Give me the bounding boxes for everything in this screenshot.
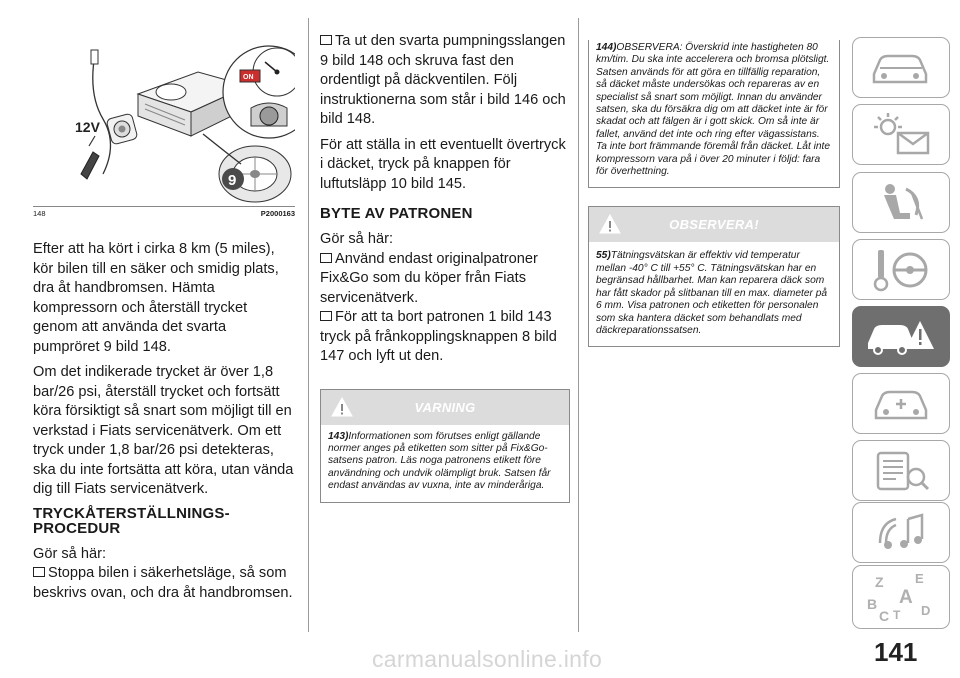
compressor-illustration bbox=[33, 24, 295, 206]
index-letter: Z bbox=[875, 574, 884, 590]
warning-triangle-icon bbox=[331, 397, 353, 417]
index-letter: C bbox=[879, 608, 890, 624]
section-heading bbox=[33, 506, 295, 536]
paragraph: Gör så här: bbox=[320, 231, 393, 247]
heading-line: PROCEDUR bbox=[33, 519, 121, 537]
observe-title: OBSERVERA! bbox=[669, 217, 759, 233]
warning-lights-icon bbox=[866, 111, 936, 159]
on-label: ON bbox=[243, 74, 254, 81]
multimedia-icon bbox=[866, 509, 936, 557]
index-letter: D bbox=[921, 603, 931, 618]
note-text bbox=[589, 40, 839, 187]
bullet-text: För att ta bort patronen 1 bild 143 tryck på frånkopplingsknappen 8 bild 147 och lyft ut den. bbox=[320, 309, 557, 364]
paragraph: För att ställa in ett eventuellt övertryck i däcket, tryck på knappen för luftutsläpp 10 bild 145. bbox=[320, 136, 566, 192]
note-number: 144) bbox=[596, 42, 617, 53]
tab-index[interactable] bbox=[852, 565, 950, 629]
note-box bbox=[588, 40, 840, 188]
checkbox-bullet-icon bbox=[320, 35, 332, 45]
checkbox-bullet-icon bbox=[33, 567, 45, 577]
bullet-item bbox=[33, 564, 295, 603]
observe-box bbox=[588, 206, 840, 347]
index-letter: B bbox=[867, 596, 878, 612]
paragraph: Om det indikerade trycket är över 1,8 bar/26 psi, återställ trycket och fortsätt köra försiktigt så snart som möjligt till en verkstad i Fiats servicenätverk. Om ett tryck under 1,8 bar/26 psi detekteras, ska du inte fortsätta att köra, utan vända dig till Fiats servicenätverk. bbox=[33, 364, 294, 497]
steering-key-icon bbox=[866, 246, 936, 294]
tab-maintenance[interactable] bbox=[852, 373, 950, 434]
pressure-gauge-icon bbox=[223, 46, 295, 138]
bullet-text: Använd endast originalpatroner Fix&Go som du köper från Fiats servicenätverk. bbox=[320, 250, 538, 306]
column-divider bbox=[308, 18, 309, 632]
index-letter: E bbox=[915, 571, 924, 586]
figure-148 bbox=[33, 24, 295, 218]
index-letter: T bbox=[893, 608, 901, 622]
warning-triangle-icon bbox=[599, 214, 621, 234]
note-text: OBSERVERA: Överskrid inte hastigheten 80 km/tim. Du ska inte accelerera och bromsa plötsligt. Satsen används för att göra en tillfällig reparation, så däcket måste undersökas och repareras av en specialist så snart som möjligt. Innan du använder satsen, ska du försäkra dig om att däcket inte är för skadat och att fälgen är i gott skick. Om så inte är fallet, använd det inte och ring efter vägassistans. Ta inte bort främmande föremål från däcket. Låt inte kompressorn vara på i över 20 minuter i följd: fara för överhettning. bbox=[596, 42, 831, 178]
12v-label: 12V bbox=[75, 119, 100, 135]
bullet-text: Stoppa bilen i säkerhetsläge, så som beskrivs ovan, och dra åt handbromsen. bbox=[33, 565, 293, 601]
tab-seat-airbag[interactable] bbox=[852, 172, 950, 233]
tab-emergency[interactable] bbox=[852, 306, 950, 367]
note-text: Informationen som förutses enligt gällande normer anges på etiketten som sitter på Fix&Go-satsens patron. Läs noga patronens etikett före användning och undvik olämpligt bruk. Satsen får endast användas av vuxna, inte av minderåriga. bbox=[328, 430, 551, 492]
watermark: carmanualsonline.info bbox=[372, 646, 603, 672]
heading-line: TRYCKÅTERSTÄLLNINGS- bbox=[33, 504, 230, 522]
car-dashboard-icon bbox=[866, 46, 936, 90]
car-maintenance-icon bbox=[866, 380, 936, 428]
checkbox-bullet-icon bbox=[320, 253, 332, 263]
checkbox-bullet-icon bbox=[320, 311, 332, 321]
observe-header bbox=[589, 207, 839, 242]
column-divider bbox=[578, 18, 579, 632]
page-number: 141 bbox=[874, 637, 918, 667]
warning-box bbox=[320, 389, 570, 503]
index-letter: A bbox=[899, 587, 913, 608]
seat-airbag-icon bbox=[866, 179, 936, 227]
paragraph: Gör så här: bbox=[33, 545, 106, 562]
warning-text bbox=[321, 425, 569, 502]
figure-number: 148 bbox=[33, 209, 46, 218]
note-text: Tätningsvätskan är effektiv vid temperatur mellan -40° C till +55° C. Tätningsvätskan har en begränsad hållbarhet. Man kan reparera däck som har fått skador på slitbanan till en max. diameter på 6 mm. Visa patronen och etiketten för personalen som ska hantera däcket som behandlats med däckreparationssatsen. bbox=[596, 250, 828, 336]
section-heading: BYTE AV PATRONEN bbox=[320, 205, 473, 222]
tab-multimedia[interactable] bbox=[852, 502, 950, 563]
paragraph: Efter att ha kört i cirka 8 km (5 miles), kör bilen till en säker och smidig plats, dra åt handbromsen. Hämta kompressorn och återställ trycket genom att använda det svarta pumpröret 9 bild 148. bbox=[33, 241, 279, 355]
note-number: 143) bbox=[328, 430, 349, 442]
index-letters-icon bbox=[861, 569, 941, 625]
figure-caption bbox=[33, 206, 295, 218]
note-number: 55) bbox=[596, 250, 611, 262]
tab-car-dashboard[interactable] bbox=[852, 37, 950, 98]
tab-technical-data[interactable] bbox=[852, 440, 950, 501]
tab-warning-lights[interactable] bbox=[852, 104, 950, 165]
bullet-item bbox=[320, 250, 570, 309]
column-3 bbox=[588, 40, 840, 347]
bullet-item bbox=[320, 308, 570, 367]
bullet-text: Ta ut den svarta pumpningsslangen 9 bild 148 och skruva fast den ordentligt på däckventilen. Följ instruktionerna som står i bild 146 och bild 148. bbox=[320, 33, 566, 127]
emergency-car-icon bbox=[864, 313, 938, 361]
column-2 bbox=[320, 32, 570, 503]
callout-9: 9 bbox=[228, 172, 237, 189]
column-1 bbox=[33, 24, 295, 603]
warning-header bbox=[321, 390, 569, 425]
tab-steering-key[interactable] bbox=[852, 239, 950, 300]
technical-data-icon bbox=[866, 447, 936, 495]
observe-text bbox=[589, 242, 839, 346]
warning-title: VARNING bbox=[414, 399, 476, 415]
figure-code: P2000163 bbox=[260, 209, 295, 218]
bullet-item bbox=[320, 32, 570, 130]
